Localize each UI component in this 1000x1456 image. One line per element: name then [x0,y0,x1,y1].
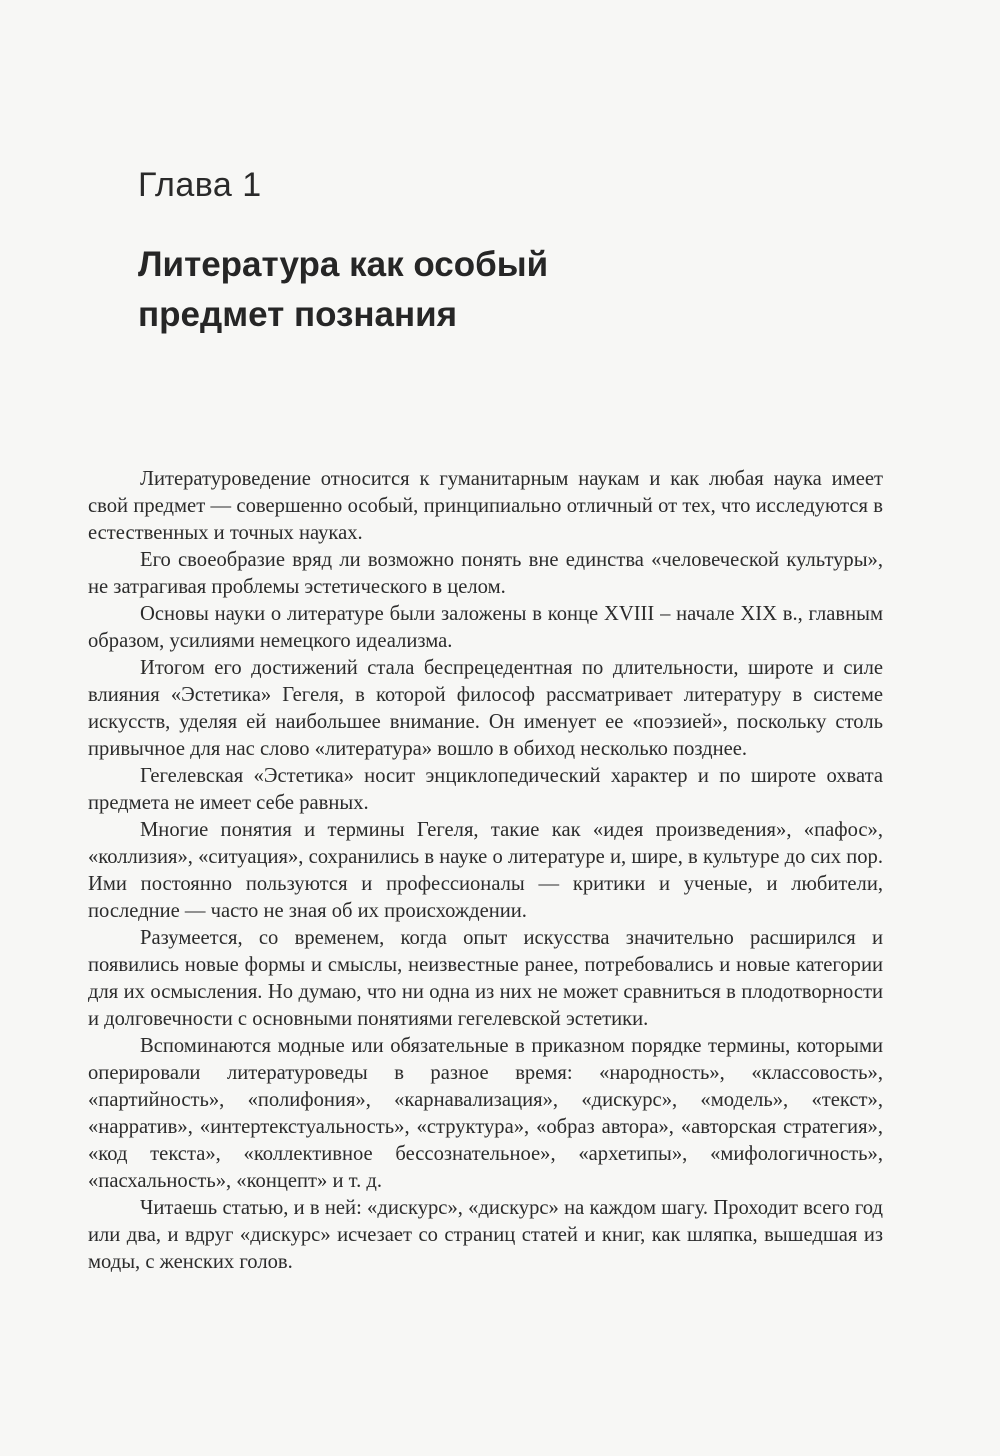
paragraph: Основы науки о литературе были заложены в конце XVIII – начале XIX в., главным образом, усилиями немецкого идеализма. [88,603,883,652]
paragraph: Разумеется, со временем, когда опыт искусства значительно расширился и появились новые формы и смыслы, неизвестные ранее, потребовались и новые категории для их осмысления. Но думаю, что ни одна из них не может сравниться в плодотворности и долговечности с основными понятиями гегелевской эстетики. [88,927,883,1030]
chapter-label: Глава 1 [138,166,262,204]
paragraph: Читаешь статью, и в ней: «дискурс», «дискурс» на каждом шагу. Проходит всего год или два, и вдруг «дискурс» исчезает со страниц статей и книг, как шляпка, вышедшая из моды, с женских голов. [88,1197,883,1273]
paragraph: Вспоминаются модные или обязательные в приказном порядке термины, которыми оперировали литературоведы в разное время: «народность», «классовость», «партийность», «полифония», «карнавализация», «дискурс», «модель», «текст», «нарратив», «интертекстуальность», «структура», «образ автора», «авторская стратегия», «код текста», «коллективное бессознательное», «архетипы», «мифологичность», «пасхальность», «концепт» и т. д. [88,1035,883,1192]
paragraph: Гегелевская «Эстетика» носит энциклопедический характер и по широте охвата предмета не имеет себе равных. [88,765,883,814]
paragraph: Итогом его достижений стала беспрецедентная по длительности, широте и силе влияния «Эстетика» Гегеля, в которой философ рассматривает литературу в системе искусств, уделяя ей наибольшее внимание. Он именует ее «поэзией», поскольку столь привычное для нас слово «литература» вошло в обиход несколько позднее. [88,657,883,760]
chapter-title-line: предмет познания [138,295,458,334]
chapter-title [138,240,838,340]
chapter-title-line: Литература как особый [138,245,549,284]
paragraph: Литературоведение относится к гуманитарным наукам и как любая наука имеет свой предмет — совершенно особый, принципиально отличный от тех, что исследуются в естественных и точных науках. [88,468,883,544]
body-text [88,466,883,1276]
paragraph: Его своеобразие вряд ли возможно понять вне единства «человеческой культуры», не затрагивая проблемы эстетического в целом. [88,549,883,598]
paragraph: Многие понятия и термины Гегеля, такие как «идея произведения», «пафос», «коллизия», «ситуация», сохранились в науке о литературе и, шире, в культуре до сих пор. Ими постоянно пользуются и профессионалы — критики и ученые, и любители, последние — часто не зная об их происхождении. [88,819,883,922]
